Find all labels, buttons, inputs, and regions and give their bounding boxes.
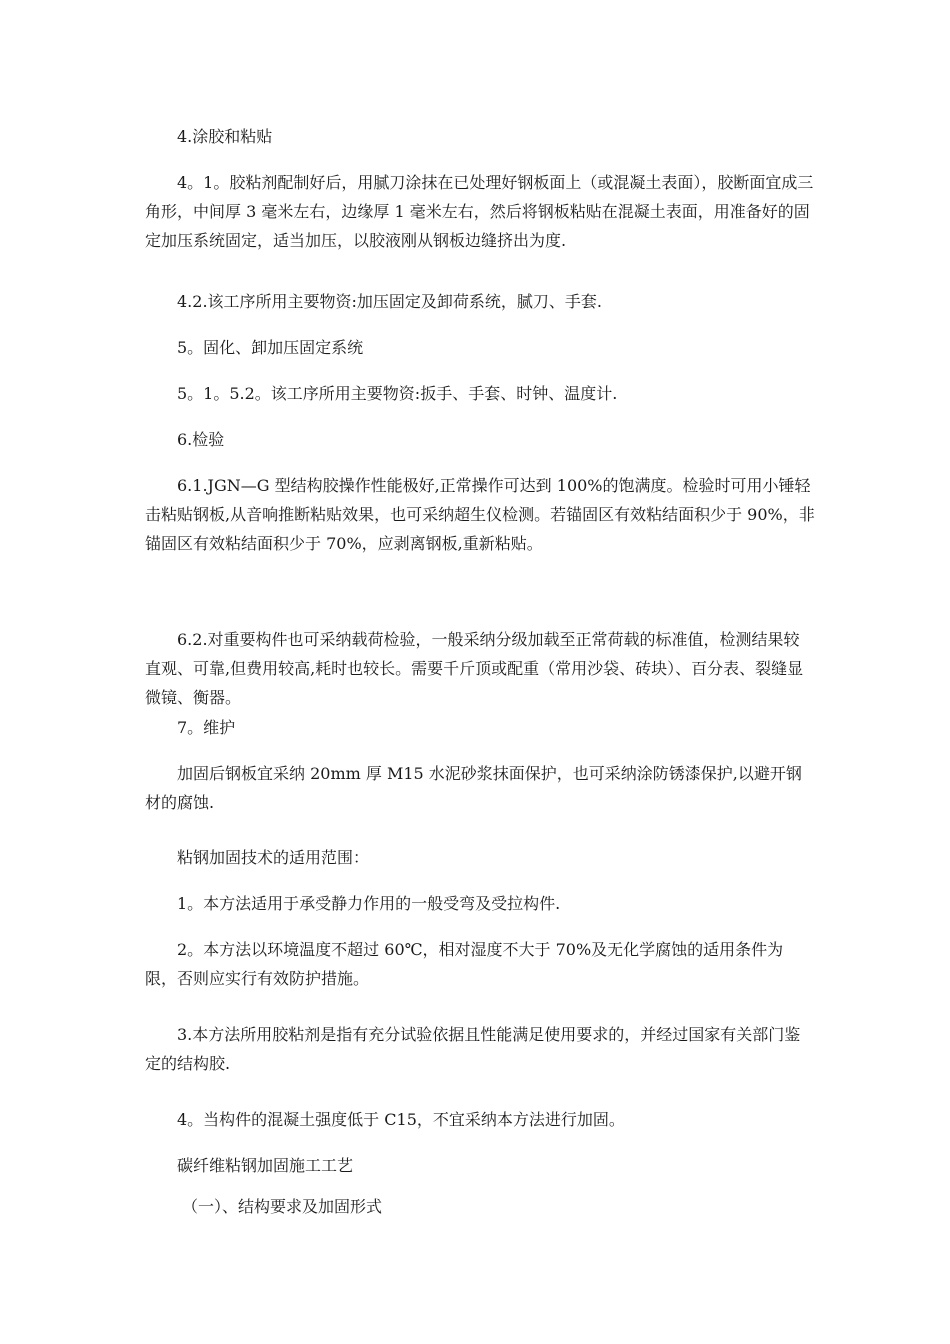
section-heading-structure-requirements: （一）、结构要求及加固形式 [182, 1197, 383, 1216]
section-heading-gluing: 4.涂胶和粘贴 [177, 127, 273, 146]
paragraph-scope-1: 1。本方法适用于承受静力作用的一般受弯及受拉构件. [177, 894, 561, 913]
paragraph-4-1: 4。1。胶粘剂配制好后，用腻刀涂抹在已处理好钢板面上（或混凝土表面），胶断面宜成三角形，中间厚 3 毫米左右，边缘厚 1 毫米左右，然后将钢板粘贴在混凝土表面，用准备好的固定加压系统固定，适当加压，以胶液刚从钢板边缝挤出为度. [145, 173, 814, 250]
paragraph-6-1: 6.1.JGN—G 型结构胶操作性能极好,正常操作可达到 100%的饱满度。检验时可用小锤轻击粘贴钢板,从音响推断粘贴效果，也可采纳超生仪检测。若锚固区有效粘结面积少于 90%，非锚固区有效粘结面积少于 70%，应剥离钢板,重新粘贴。 [145, 476, 815, 553]
paragraph-5-2: 5。1。5.2。该工序所用主要物资:扳手、手套、时钟、温度计. [177, 384, 618, 403]
paragraph-6-2: 6.2.对重要构件也可采纳载荷检验，一般采纳分级加载至正常荷载的标准值，检测结果较直观、可靠,但费用较高,耗时也较长。需要千斤顶或配重（常用沙袋、砖块）、百分表、裂缝显微镜、衡器。 [145, 630, 804, 707]
section-heading-curing: 5。固化、卸加压固定系统 [177, 338, 364, 357]
paragraph-maintenance: 加固后钢板宜采纳 20mm 厚 M15 水泥砂浆抹面保护，也可采纳涂防锈漆保护,以避开钢材的腐蚀. [145, 764, 802, 812]
section-heading-maintenance: 7。维护 [177, 718, 236, 737]
paragraph-scope-2: 2。本方法以环境温度不超过 60℃，相对湿度不大于 70%及无化学腐蚀的适用条件为限，否则应实行有效防护措施。 [145, 940, 784, 988]
section-heading-inspection: 6.检验 [177, 430, 225, 449]
paragraph-4-2: 4.2.该工序所用主要物资:加压固定及卸荷系统，腻刀、手套. [177, 292, 603, 311]
paragraph-scope-4: 4。当构件的混凝土强度低于 C15，不宜采纳本方法进行加固。 [177, 1110, 625, 1129]
section-heading-carbon-fiber: 碳纤维粘钢加固施工工艺 [177, 1156, 354, 1175]
section-heading-scope: 粘钢加固技术的适用范围： [177, 848, 370, 867]
paragraph-scope-3: 3.本方法所用胶粘剂是指有充分试验依据且性能满足使用要求的，并经过国家有关部门鉴定的结构胶. [145, 1025, 801, 1073]
